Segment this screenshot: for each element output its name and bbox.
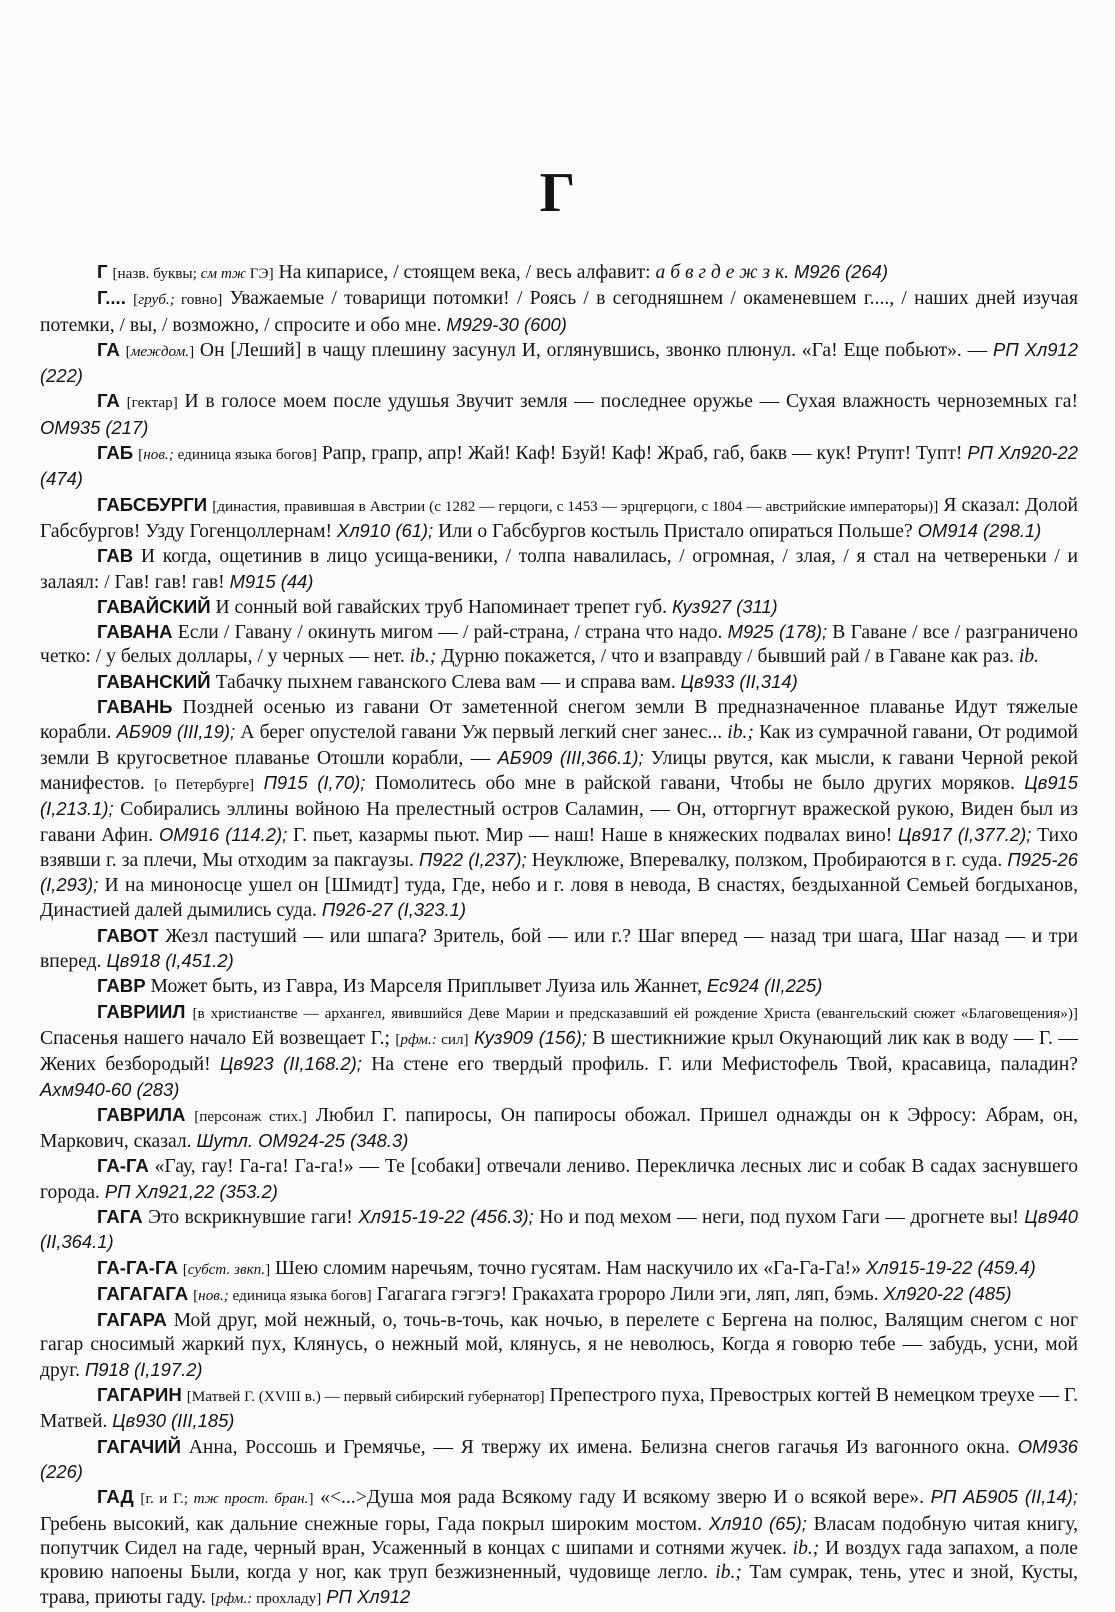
- entry-text: Препестрого пуха, Превострых когтей В немецком треухе — Г. Матвей.: [40, 1385, 1078, 1433]
- entry-note: единица языка богов]: [173, 446, 317, 464]
- entry-note-abbrev: груб.;: [138, 291, 175, 309]
- entry-note: [Матвей Г. (XVIII в.) — первый сибирский губернатор]: [186, 1388, 545, 1406]
- entry-note-abbrev: субст. звкп.: [187, 1260, 266, 1278]
- entry-note: [в христианстве — архангел, явившийся Деве Марии и предсказавший ей рождение Христа (евангельский сюжет «Благовещения»)]: [192, 1004, 1078, 1022]
- entry-text: Это вскрикнувшие гаги!: [142, 1206, 359, 1228]
- entry-italic: ib.;: [409, 646, 437, 668]
- entry-headword: ГАВРИЛА: [97, 1103, 186, 1125]
- entry-source: ОМ914 (298.1): [917, 519, 1042, 541]
- entry-source: ОМ935 (217): [40, 416, 149, 438]
- dictionary-entry: [40, 1282, 1078, 1308]
- entry-headword: ГАВАНСКИЙ: [97, 670, 211, 692]
- entry-italic: ib.: [1018, 646, 1039, 668]
- entry-source: М925 (178);: [727, 621, 828, 643]
- entry-source: Хл910 (65);: [708, 1512, 807, 1534]
- dictionary-entry: [40, 286, 1078, 338]
- entry-text: На кипарисе, / стоящем века, / весь алфавит:: [273, 262, 656, 283]
- entry-text: [254, 773, 263, 794]
- entry-text: Тихо взявши г. за плечи, Мы отходим за пакгаузы.: [40, 824, 1078, 871]
- dictionary-entry: [40, 670, 1078, 695]
- entry-note-abbrev: тж прост. бран.: [193, 1490, 309, 1508]
- entry-note: [г. и Г.;: [140, 1490, 194, 1508]
- entry-text: И сонный вой гавайских труб Напоминает трепет губ.: [210, 596, 672, 618]
- dictionary-entry: [40, 1103, 1078, 1155]
- entry-text: Он [Леший] в чащу плешину засунул И, оглянувшись, звонко плюнул. «Га! Еще побьют». —: [194, 339, 994, 361]
- entry-note: [о Петербурге]: [154, 775, 255, 793]
- entry-note-abbrev: нов.;: [198, 1286, 229, 1304]
- entry-note: [: [193, 1286, 199, 1304]
- dictionary-entry: [40, 695, 1078, 924]
- entry-headword: ГАГАЧИЙ: [97, 1435, 181, 1457]
- entry-note-abbrev: междом.: [130, 342, 190, 360]
- dictionary-entry: [40, 620, 1078, 670]
- dictionary-entry: [40, 1485, 1078, 1611]
- entry-note: ]: [265, 1260, 271, 1278]
- entry-headword: ГАБСБУРГИ: [97, 493, 208, 515]
- entry-headword: ГАВАЙСКИЙ: [97, 595, 211, 617]
- entry-text: Как из сумрачной гавани, От родимой земли В кругосветное плаванье Отошли корабли, —: [40, 722, 1079, 769]
- section-letter-heading: Г: [539, 162, 576, 224]
- entry-source: Цв915 (I,213.1);: [40, 771, 1078, 820]
- dictionary-entry: [40, 260, 1078, 286]
- entry-note: [: [210, 1590, 216, 1608]
- entry-headword: ГАВОТ: [97, 924, 159, 946]
- entry-source: М915 (44): [229, 570, 314, 592]
- entry-note: [: [138, 446, 144, 464]
- entry-source: Хл910 (61);: [336, 519, 434, 541]
- entry-text: «Гау, гау! Га-га! Га-га!» — Те [собаки] отвечали лениво. Перекличка лесных лис и собак В садах заснувшего города.: [40, 1156, 1078, 1203]
- entry-note: говно]: [174, 291, 223, 309]
- entry-note: [персонаж стих.]: [194, 1107, 307, 1125]
- entry-note: ]: [189, 342, 195, 360]
- entry-text: Или о Габсбургов костыль Пристало опираться Польше?: [433, 520, 918, 542]
- entry-source: Цв940 (II,364.1): [40, 1205, 1078, 1253]
- entry-source: П918 (I,197.2): [84, 1358, 203, 1380]
- entry-text: Анна, Россошь и Гремячье, — Я твержу их имена. Белизна снегов гагачья Из вагонного окна.: [180, 1436, 1018, 1458]
- entry-text: Власам подобную читая книгу, попутчик Сидел на гаде, черный вран, Усаженный в концах с шипами и сотнями жучек.: [40, 1513, 1079, 1559]
- entry-note: единица языка богов]: [228, 1286, 372, 1304]
- entry-source: РП Хл912: [326, 1586, 411, 1608]
- entry-source: РП Хл912 (222): [40, 338, 1078, 387]
- entry-source: Цв917 (I,377.2);: [898, 823, 1032, 845]
- entry-text: В Гаване / все / разграничено четко: / у белых доллары, / у черных — нет.: [40, 622, 1079, 668]
- entry-headword: ГАВР: [97, 975, 146, 997]
- entry-headword: ГАВ: [97, 545, 134, 567]
- entry-text: Спасенья нашего начало Ей возвещает Г.;: [40, 1027, 396, 1049]
- entry-text: Я сказал: Долой Габсбургов! Узду Гогенцоллернам!: [40, 494, 1078, 542]
- entry-note: [назв. буквы;: [112, 265, 201, 282]
- entry-headword: ГА: [97, 338, 120, 360]
- entry-note-abbrev: рфм.:: [215, 1590, 253, 1608]
- entry-headword: ГАВРИИЛ: [97, 1000, 186, 1022]
- entry-text: А берег опустелой гавани Уж первый легкий снег занес...: [235, 722, 728, 744]
- entry-note: сил]: [436, 1030, 469, 1048]
- entry-source: П922 (I,237);: [419, 848, 527, 870]
- entry-source: М926 (264): [793, 261, 888, 282]
- entry-text: Шею сломим наречьям, точно гусятам. Нам наскучило их «Га-Га-Га!»: [270, 1257, 866, 1279]
- entry-text: «<...>Душа моя рада Всякому гаду И всякому зверю И о всякой вере».: [313, 1487, 931, 1509]
- entry-headword: ГАГАРА: [97, 1309, 167, 1331]
- entry-text: Если / Гавану / окинуть мигом — / рай-страна, / страна что надо.: [172, 622, 728, 644]
- entry-text: Гребень высокий, как дальние снежные горы, Гада покрыл широким мостом.: [40, 1513, 709, 1535]
- entry-italic: ib.;: [792, 1537, 820, 1559]
- entry-source: АБ909 (III,19);: [116, 721, 236, 743]
- entry-headword: ГА-ГА: [97, 1155, 149, 1177]
- entry-text: В шестикнижие крыл Окунающий лик как в воду — Г. — Жених безбородый!: [40, 1027, 1078, 1076]
- entry-source: Куз909 (156);: [474, 1026, 587, 1048]
- entry-note: ]: [308, 1490, 314, 1508]
- entry-note: [: [133, 291, 139, 309]
- entry-text: Неуклюже, Вперевалку, ползком, Пробираются в г. суда.: [526, 849, 1008, 871]
- dictionary-entry: [40, 1383, 1078, 1435]
- entry-note: прохладу]: [252, 1590, 322, 1608]
- entry-italic: ib.;: [727, 722, 754, 744]
- entry-source: РП Хл921,22 (353.2): [104, 1180, 278, 1202]
- entry-text: И в голосе моем после удушья Звучит земля — последнее оружье — Сухая влажность черноземных га!: [177, 391, 1078, 413]
- entry-text: Там сумрак, тень, утес и зной, Кусты, трава, приюты гаду.: [40, 1562, 1078, 1609]
- entry-source: Хл915-19-22 (459.4): [865, 1256, 1036, 1278]
- dictionary-entry: [40, 1205, 1078, 1256]
- entry-text: [120, 391, 127, 412]
- entry-source: Ес924 (II,225): [706, 975, 823, 997]
- entry-text: Мой друг, мой нежный, о, точь-в-точь, как ночью, в перелете с Бергена на полюс, Валящим снегом с ног гагар сносимый жаркий пух, Клянусь, о нежный мой, клянусь, я не неволюсь, Когда я говорю тебе — забудь, усни, мой друг.: [40, 1310, 1078, 1381]
- entry-source: Ахм940-60 (283): [40, 1078, 180, 1100]
- entry-text: Табачку пыхнем гаванского Слева вам — и справа вам.: [210, 671, 681, 693]
- entry-text: Гагагага гэгэгэ! Гракахата гророро Лили эги, ляп, ляп, бэмь.: [371, 1283, 884, 1305]
- entry-headword: ГАВАНА: [97, 621, 173, 643]
- entry-source: П926-27 (I,323.1): [321, 899, 467, 921]
- entry-source: Хл915-19-22 (456.3);: [358, 1205, 534, 1227]
- entry-headword: ГА-ГА-ГА: [97, 1256, 178, 1278]
- dictionary-entry: [40, 389, 1078, 441]
- entry-headword: ГАГАРИН: [97, 1384, 182, 1406]
- entry-headword: ГАГАГАГА: [97, 1282, 189, 1304]
- dictionary-entries: [40, 260, 1078, 1612]
- entry-text: Но и под мехом — неги, под пухом Гаги — дрогнете вы!: [533, 1206, 1025, 1228]
- entry-source: М929-30 (600): [446, 313, 567, 335]
- dictionary-entry: [40, 493, 1078, 545]
- entry-text: [185, 1105, 194, 1126]
- dictionary-entry: [40, 338, 1078, 390]
- dictionary-entry: [40, 1256, 1078, 1282]
- entry-headword: Г....: [97, 287, 126, 309]
- entry-note-abbrev: нов.;: [143, 446, 174, 464]
- entry-text: Г. пьет, казармы пьют. Мир — наш! Наше в княжеских подвалах вино!: [287, 824, 899, 846]
- entry-text: И на миноносце ушел он [Шмидт] туда, Где, небо и г. ловя в невода, В снастях, бездыханной Семьей богдыханов, Династией далей дымились суда.: [40, 875, 1078, 922]
- entry-source: АБ909 (III,366.1);: [497, 746, 644, 768]
- entry-source: Цв918 (I,451.2): [106, 950, 234, 972]
- entry-source: ОМ916 (114.2);: [158, 823, 288, 845]
- entry-text: Уважаемые / товарищи потомки! / Роясь / в сегодняшнем / окаменевшем г...., / наших дней изучая потемки, / вы, / возможно, / спросите и обо мне.: [40, 288, 1078, 336]
- dictionary-entry: [40, 924, 1078, 975]
- entry-text: Рапр, грапр, апр! Жай! Каф! Бзуй! Каф! Жраб, габ, бакв — кук! Ртупт! Тупт!: [316, 443, 968, 465]
- entry-headword: ГАБ: [97, 442, 134, 464]
- entry-italic: ib.;: [715, 1562, 742, 1584]
- entry-text: Поздней осенью из гавани От заметенной снегом земли В предназначенное плаванье Идут тяжелые корабли.: [40, 697, 1078, 744]
- entry-text: Любил Г. папиросы, Он папиросы обожал. Пришел однажды он к Эфросу: Абрам, он, Маркович, сказал.: [40, 1104, 1079, 1153]
- entry-text: Помолитесь обо мне в райской гавани, Чтобы не было других моряков.: [365, 772, 1025, 794]
- entry-text: Жезл пастуший — или шпага? Зритель, бой — или г.? Шаг вперед — назад три шага, Шаг назад — и три вперед.: [40, 925, 1078, 973]
- entry-source: П925-26 (I,293);: [40, 848, 1078, 896]
- entry-source: ОМ936 (226): [40, 1435, 1078, 1482]
- entry-headword: ГАД: [97, 1486, 134, 1508]
- entry-source: РП Хл920-22 (474): [40, 442, 1079, 490]
- entry-source: Шутл. ОМ924-25 (348.3): [196, 1130, 409, 1152]
- dictionary-entry: [40, 1154, 1078, 1205]
- dictionary-entry: [40, 1308, 1078, 1383]
- entry-note: [: [395, 1030, 401, 1048]
- entry-text: Может быть, из Гавра, Из Марселя Приплывет Луиза иль Жаннет,: [145, 976, 707, 998]
- entry-source: Хл920-22 (485): [883, 1282, 1012, 1304]
- entry-italic: а б в г д е ж з к.: [655, 262, 790, 283]
- entry-headword: ГАГА: [97, 1205, 143, 1227]
- entry-text: Дурню покажется, / что и взаправду / бывший рай / в Гаване как раз.: [436, 646, 1019, 668]
- entry-note: [династия, правившая в Австрии (с 1282 — герцоги, с 1453 — эрцгерцоги, с 1804 — австрийские императоры)]: [212, 497, 939, 515]
- dictionary-entry: [40, 974, 1078, 999]
- entry-source: П915 (I,70);: [263, 771, 366, 793]
- entry-headword: ГАВАНЬ: [97, 696, 173, 718]
- entry-source: РП АБ905 (II,14);: [930, 1486, 1078, 1508]
- entry-text: Собирались эллины войною На прелестный остров Саламин, — Он, отторгнут вражеской рукою, Виден был из гавани Афин.: [40, 799, 1078, 846]
- entry-note: [: [182, 1260, 188, 1278]
- dictionary-entry: [40, 441, 1078, 493]
- dictionary-entry: [40, 595, 1078, 620]
- entry-source: Цв933 (II,314): [680, 670, 798, 692]
- entry-text: И воздух гада запахом, а поле кровию напоены Были, когда у ног, как труп безжизненный, чудовище легло.: [40, 1537, 1078, 1584]
- dictionary-entry: [40, 1435, 1078, 1486]
- entry-text: Улицы рвутся, как мысли, к гавани Черной рекой манифестов.: [40, 747, 1078, 794]
- entry-source: Куз927 (311): [671, 595, 778, 617]
- dictionary-entry: [40, 544, 1078, 595]
- entry-source: Цв930 (III,185): [112, 1410, 235, 1432]
- entry-headword: Г: [97, 261, 108, 282]
- entry-note-abbrev: рфм.:: [400, 1030, 437, 1048]
- entry-note: [: [125, 342, 131, 360]
- entry-note: [гектар]: [126, 394, 178, 412]
- entry-text: На стене его твердый профиль. Г. или Мефистофель Твой, красавица, паладин?: [361, 1054, 1078, 1076]
- entry-note: ГЭ]: [245, 265, 274, 282]
- entry-text: И когда, ощетинив в лицо усища-веники, / толпа навалилась, / огромная, / злая, / я стал на четвереньки / и залаял: / Гав! гав! гав!: [40, 546, 1078, 593]
- entry-source: Цв923 (II,168.2);: [219, 1053, 362, 1075]
- entry-headword: ГА: [97, 390, 120, 412]
- entry-note-abbrev: см тж: [200, 265, 246, 282]
- dictionary-entry: [40, 1000, 1078, 1103]
